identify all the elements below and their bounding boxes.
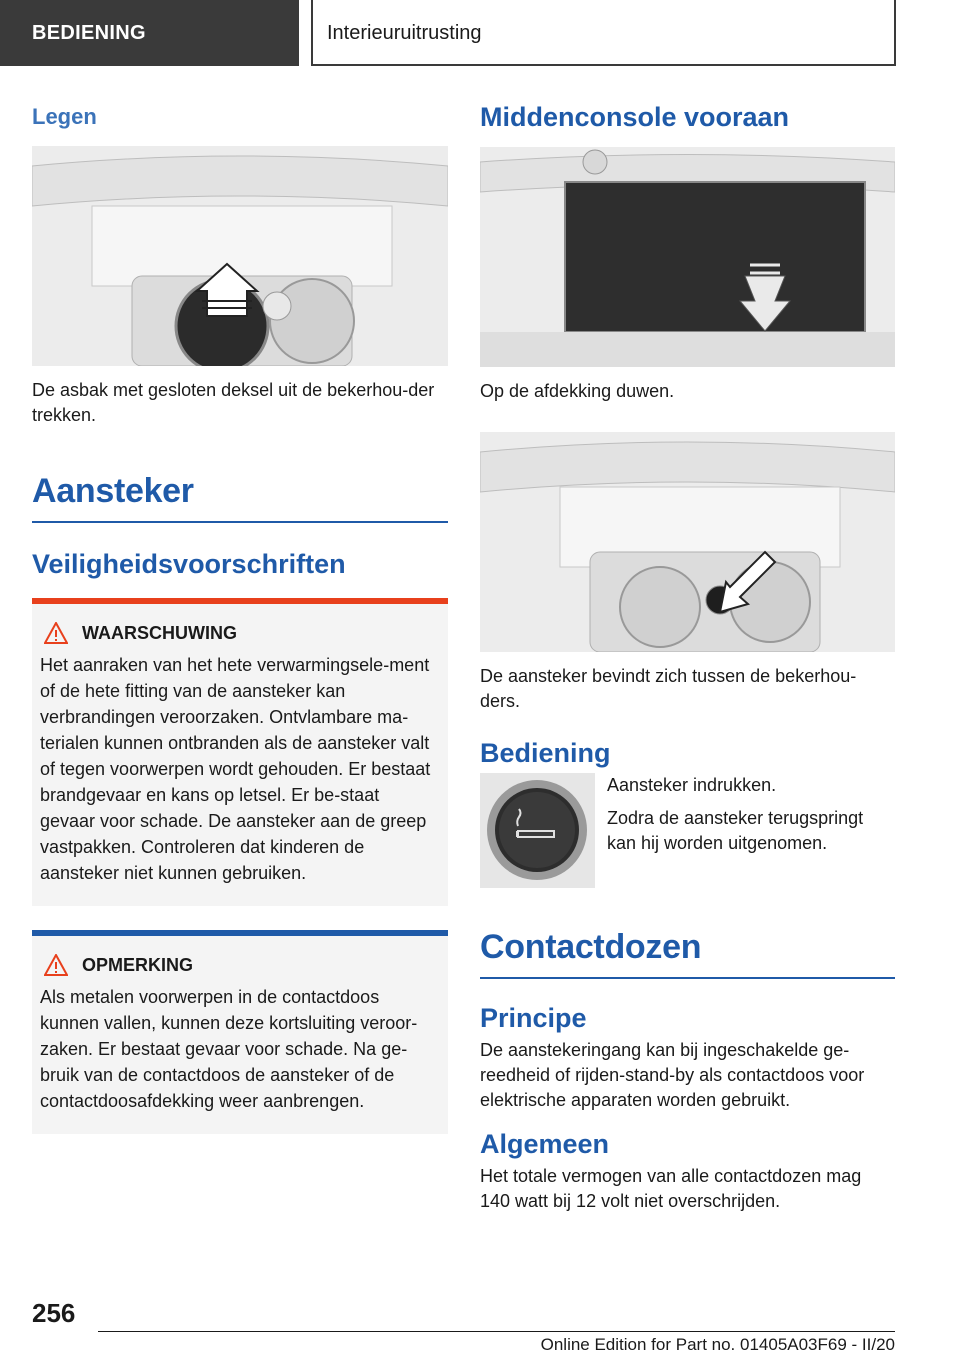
contactdozen-rule [480,977,895,979]
legen-caption: De asbak met gesloten deksel uit de bekerhou-der trekken. [32,380,435,425]
warning-title-text: WAARSCHUWING [82,622,237,643]
warning-title [40,622,434,644]
note-title-text: OPMERKING [82,954,194,975]
note-box [32,930,448,1134]
principe-heading: Principe [480,1003,587,1033]
warning-box [32,598,448,906]
afdekking-caption: Op de afdekking duwen. [480,381,675,401]
bediening-block [480,773,895,888]
note-text: Als metalen voorwerpen in de contactdoos kunnen vallen, kunnen deze kortsluiting veroor-zaken. Er bestaat gevaar voor schade. Na ge-bruik van de contactdoos de aansteker of de contactdoosafdekking weer aanbrengen. [40,987,418,1111]
algemeen-text: Het totale vermogen van alle contactdozen mag 140 watt bij 12 volt niet overschrijden. [480,1166,862,1211]
bediening-text-1: Aansteker indrukken. [607,775,777,795]
bediening-heading: Bediening [480,738,611,768]
note-title [40,954,434,976]
ashtray-illustration [32,146,448,366]
right-column [480,96,895,1214]
warning-triangle-icon [44,622,68,644]
section-tab: BEDIENING [0,0,299,66]
left-column [32,96,448,1134]
middenconsole-heading: Middenconsole vooraan [480,102,790,132]
bevindt-caption: De aansteker bevindt zich tussen de bekerhou-ders. [480,666,857,711]
aansteker-rule [32,521,448,523]
chapter-title: Interieuruitrusting [311,0,896,66]
bediening-text-2: Zodra de aansteker terugspringt kan hij worden uitgenomen. [607,808,864,853]
contactdozen-heading: Contactdozen [480,928,702,966]
warning-triangle-icon [44,954,68,976]
warning-text: Het aanraken van het hete verwarmingsele-ment of de hete fitting van de aansteker kan verbrandingen veroorzaken. Ontvlambare ma-terialen kunnen ontbranden als de aansteker valt of tegen voorwerpen wordt gehouden. Er bestaat brandgevaar en kans op letsel. Er be-staat gevaar voor schade. De aansteker aan de greep vastpakken. Controleren dat kinderen de aansteker niet kunnen gebruiken. [40,655,431,883]
legen-heading: Legen [32,104,97,129]
edition-text: Online Edition for Part no. 01405A03F69 - II/20 [540,1335,895,1354]
bediening-text [607,773,895,888]
algemeen-heading: Algemeen [480,1129,610,1159]
lighter-location-illustration [480,432,895,652]
principe-text: De aanstekeringang kan bij ingeschakelde ge-reedheid of rijden-stand-by als contactdoos voor elektrische apparaten worden gebruikt. [480,1040,865,1110]
lighter-button-photo [480,773,595,888]
veiligheid-heading: Veiligheidsvoorschriften [32,549,346,579]
page-number: 256 [32,1298,76,1328]
aansteker-heading: Aansteker [32,472,194,510]
console-cover-illustration [480,147,895,367]
